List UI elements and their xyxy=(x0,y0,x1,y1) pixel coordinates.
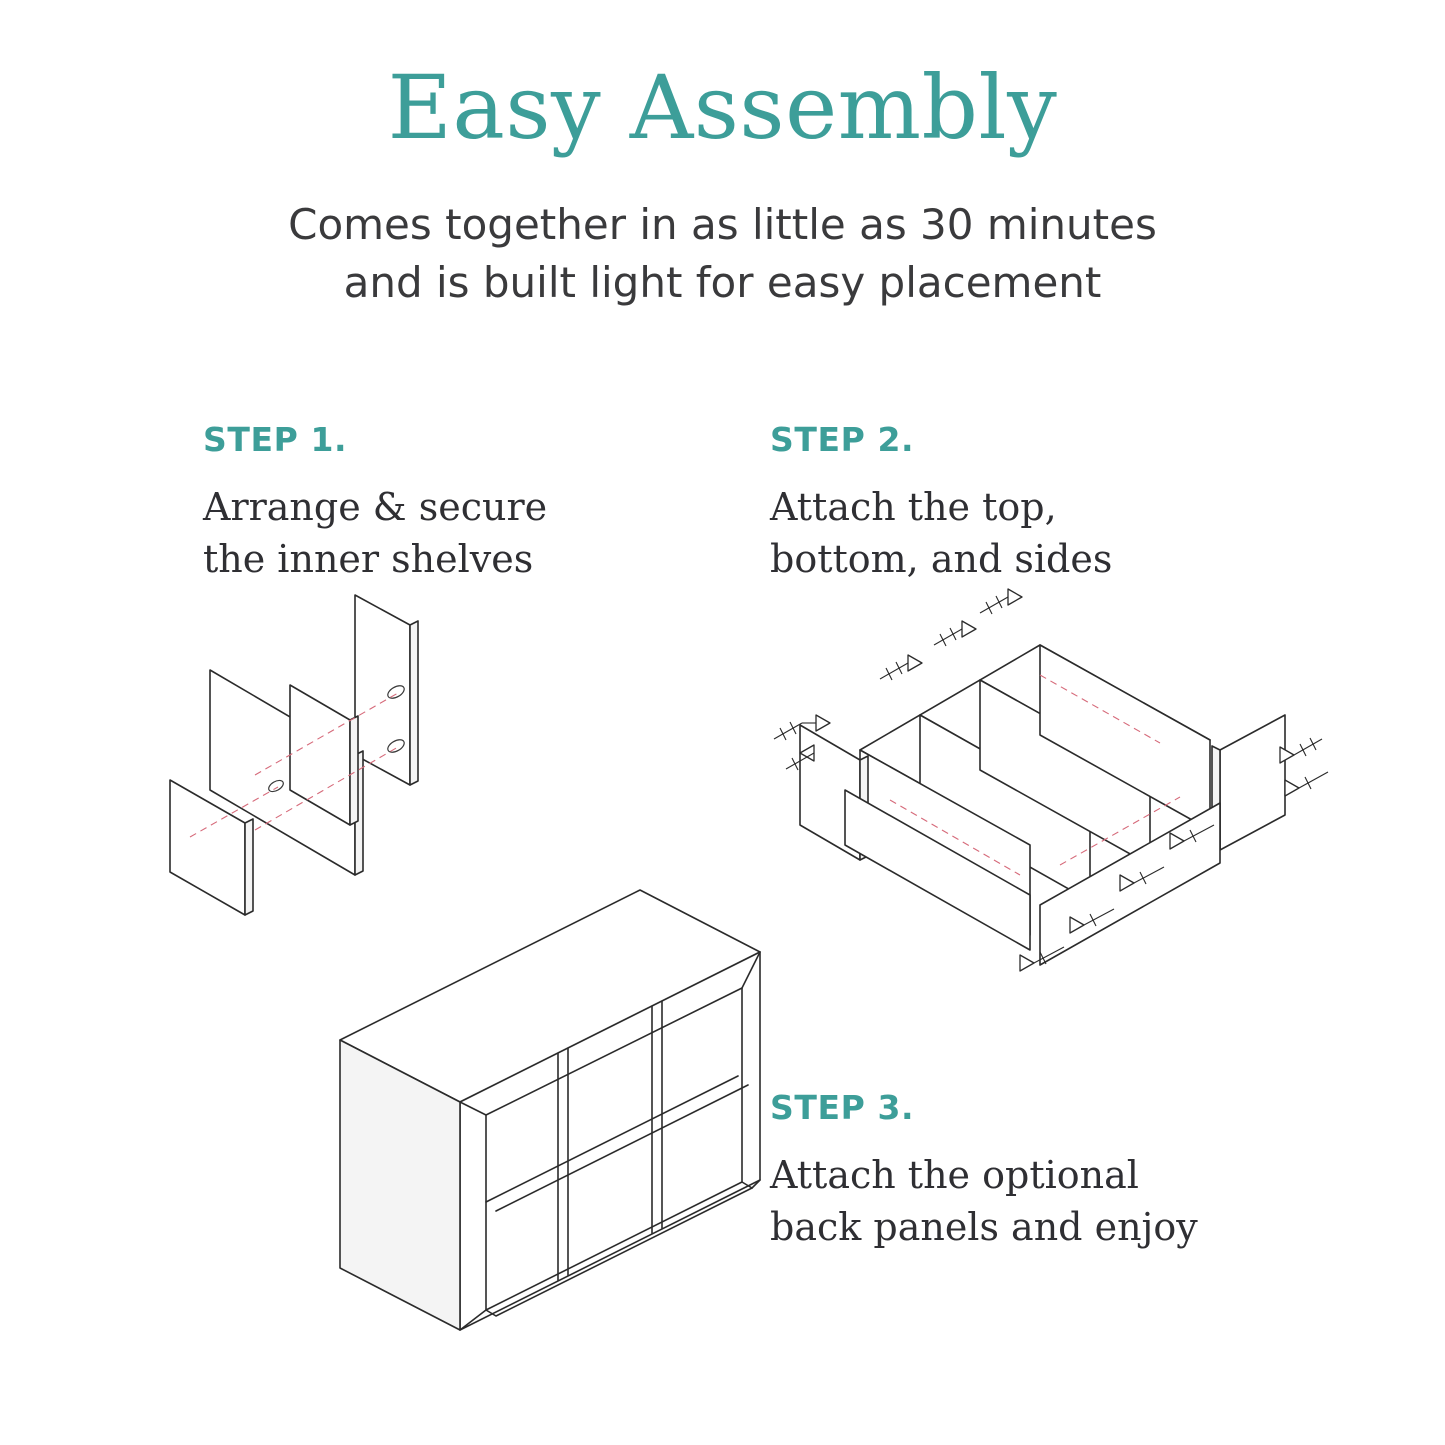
step-2-text xyxy=(770,481,1190,586)
step-3-block xyxy=(770,1088,1240,1254)
step-3-text-line-1: Attach the optional xyxy=(770,1153,1139,1197)
step-1-text-line-2: the inner shelves xyxy=(203,537,534,582)
step-3-illustration xyxy=(300,880,800,1380)
step-1-label: STEP 1. xyxy=(203,420,348,459)
step-2-illustration xyxy=(740,575,1340,995)
step-1-text xyxy=(203,481,603,586)
panel-right-side xyxy=(1212,715,1285,850)
step-1-block xyxy=(203,420,603,586)
step-2-text-line-1: Attach the top, xyxy=(770,485,1057,529)
subtitle-line-1: Comes together in as little as 30 minutes xyxy=(288,200,1157,249)
assembled-shelf xyxy=(340,890,760,1330)
screw-icon xyxy=(934,621,976,646)
screw-icon xyxy=(1280,738,1322,763)
screw-icon xyxy=(1285,772,1328,796)
step-3-label: STEP 3. xyxy=(770,1088,915,1127)
step-1-text-line-1: Arrange & secure xyxy=(203,485,548,529)
page-title: Easy Assembly xyxy=(387,56,1058,159)
screw-icon xyxy=(880,655,922,680)
step-2-block xyxy=(770,420,1190,586)
screw-icon xyxy=(980,589,1022,614)
page-subtitle xyxy=(0,196,1445,312)
step-3-text xyxy=(770,1149,1240,1254)
step-2-label: STEP 2. xyxy=(770,420,915,459)
step-2-text-line-2: bottom, and sides xyxy=(770,537,1113,582)
step-3-text-line-2: back panels and enjoy xyxy=(770,1205,1198,1250)
panel-rear-divider xyxy=(355,595,418,785)
subtitle-line-2: and is built light for easy placement xyxy=(343,257,1102,307)
